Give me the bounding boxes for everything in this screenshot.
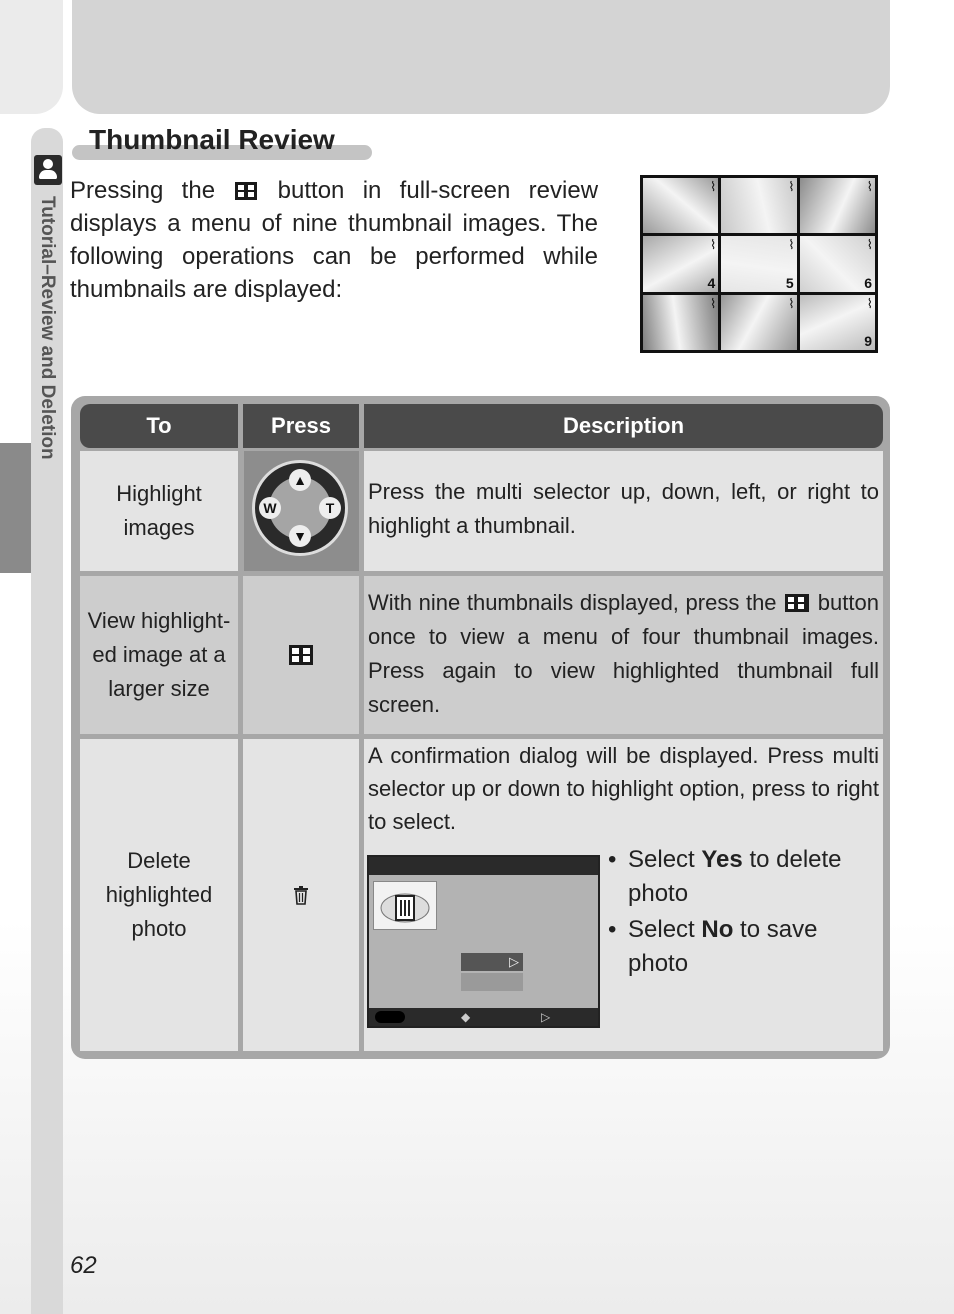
thumbnail-image: [643, 236, 718, 291]
page-number: 62: [70, 1252, 97, 1279]
right-arrow-icon: ▷: [541, 1010, 551, 1024]
protect-icon: ⌇: [788, 295, 795, 311]
row2-desc-after: button once to view a menu of four thumbnail images. Press again to view highlighted thumbnail full screen.: [368, 590, 879, 717]
bullet-prefix: Select: [628, 916, 695, 943]
thumbnail-grid-icon: [785, 594, 809, 612]
up-down-arrow-icon: ◆: [461, 1010, 471, 1024]
thumbnail-number: 6: [864, 274, 872, 291]
chapter-tab: [0, 443, 31, 573]
header-panel: [72, 0, 890, 114]
intro-text-before: Pressing the: [70, 177, 216, 204]
protect-icon: ⌇: [866, 295, 873, 311]
row2-to: View highlight-ed image at a larger size: [80, 576, 238, 734]
page-title: Thumbnail Review: [89, 124, 335, 155]
delete-options-list: [608, 843, 880, 983]
bullet-suffix: to delete photo: [628, 846, 842, 907]
multi-selector-icon: [244, 451, 359, 571]
thumbnail-image: [721, 236, 796, 291]
row3-desc-text: A confirmation dialog will be displayed. Press multi selector up or down to highlight option, press to right to select.: [368, 743, 879, 834]
thumbnail-image: [800, 178, 875, 233]
thumbnail-image: [721, 178, 796, 233]
row2-description: [364, 576, 883, 734]
protect-icon: ⌇: [709, 295, 717, 311]
row3-press: [243, 739, 359, 1051]
row1-to: Highlight images: [80, 451, 238, 571]
thumbnail-grid-image: [640, 175, 878, 353]
dialog-option: [461, 973, 523, 991]
thumbnail-image: [643, 295, 718, 350]
down-arrow-icon: ▼: [289, 525, 311, 547]
protect-icon: ⌇: [709, 237, 717, 253]
person-icon: [34, 155, 62, 185]
bullet-suffix: to save photo: [628, 916, 818, 977]
thumbnail-image: [721, 295, 796, 350]
up-arrow-icon: ▲: [289, 469, 311, 491]
row2-press: [243, 576, 359, 734]
header-to: To: [80, 404, 238, 448]
intro-text-after: button in full-screen review displays a menu of nine thumbnail images. The following operations can be performed while thumbnails are displayed:: [70, 177, 599, 303]
thumbnail-grid-icon: [235, 182, 257, 200]
zoom-wide-button-label: W: [259, 497, 281, 519]
thumbnail-number: 4: [707, 274, 716, 291]
zoom-tele-button-label: T: [319, 497, 341, 519]
protect-icon: ⌇: [788, 237, 795, 253]
bullet-option-yes: Yes: [701, 846, 743, 873]
dialog-option-selected: ▷: [461, 953, 523, 971]
protect-icon: ⌇: [866, 237, 873, 253]
top-left-rail: [0, 0, 63, 114]
list-item: [608, 843, 880, 911]
header-description: Description: [364, 404, 883, 448]
list-item: [608, 913, 880, 981]
row1-description: Press the multi selector up, down, left, or right to highlight a thumbnail.: [364, 451, 883, 571]
protect-icon: ⌇: [788, 179, 795, 194]
thumbnail-image: [800, 295, 875, 350]
thumbnail-image: [800, 236, 875, 291]
bullet-option-no: No: [701, 916, 734, 943]
protect-icon: ⌇: [866, 179, 873, 194]
section-label: Tutorial–Review and Deletion: [37, 196, 58, 460]
protect-icon: ⌇: [709, 179, 717, 194]
intro-paragraph: [70, 174, 598, 306]
confirmation-dialog-screen: [367, 855, 600, 1028]
photo-thumbnail: [373, 881, 437, 930]
header-press: Press: [243, 404, 359, 448]
thumbnail-image: [643, 178, 718, 233]
thumbnail-number: 9: [864, 332, 872, 349]
trash-icon: [293, 885, 309, 905]
thumbnail-number: 5: [785, 274, 794, 291]
bullet-prefix: Select: [628, 846, 695, 873]
thumbnail-grid-icon: [289, 645, 313, 665]
row2-desc-before: With nine thumbnails displayed, press the: [368, 590, 777, 615]
row3-to: Delete highlighted photo: [80, 739, 238, 1051]
